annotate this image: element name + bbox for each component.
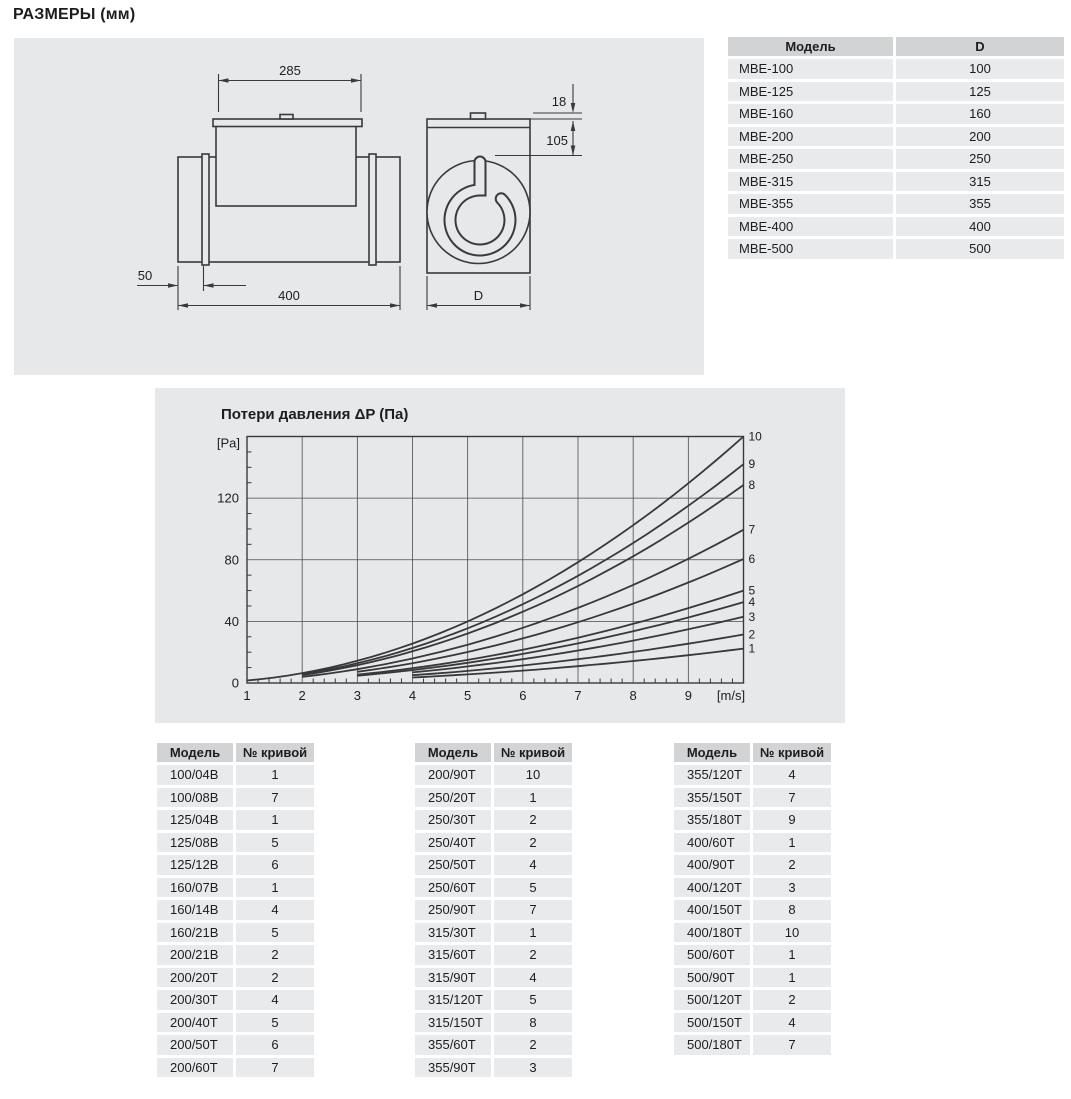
terminal-box	[216, 126, 356, 206]
table-row	[157, 855, 314, 875]
table-row	[157, 765, 314, 785]
cell: 500	[896, 239, 1064, 259]
table-row	[157, 1058, 314, 1078]
y-tick-label: 40	[224, 613, 239, 629]
table-row	[674, 810, 831, 830]
table-row	[157, 900, 314, 920]
cell: 125	[896, 82, 1064, 102]
cell: 200	[896, 127, 1064, 147]
cell: 200/40Т	[157, 1013, 233, 1033]
curve-label-2: 2	[748, 627, 756, 642]
cell: 1	[753, 945, 831, 965]
cell: 200/60Т	[157, 1058, 233, 1078]
table-row	[728, 194, 1064, 214]
table-row	[674, 990, 831, 1010]
cell: 125/04В	[157, 810, 233, 830]
table-row	[674, 923, 831, 943]
curve-table-2	[412, 740, 575, 1080]
cell: 1	[236, 765, 314, 785]
cell: МВЕ-315	[728, 172, 893, 192]
pressure-curve-10	[247, 437, 744, 681]
cell: 250/50Т	[415, 855, 491, 875]
table-row	[157, 990, 314, 1010]
cell: 5	[236, 923, 314, 943]
cell: 10	[753, 923, 831, 943]
curve-label-4: 4	[748, 595, 756, 610]
y-tick-label: 120	[217, 490, 239, 506]
cell: 500/120Т	[674, 990, 750, 1010]
table-row	[415, 810, 572, 830]
table-header-row	[728, 37, 1064, 56]
dim-label-18: 18	[551, 94, 567, 109]
table-row	[674, 968, 831, 988]
cell: 2	[494, 833, 572, 853]
table-row	[674, 900, 831, 920]
cell: 500/60Т	[674, 945, 750, 965]
table-row	[415, 833, 572, 853]
cell: 10	[494, 765, 572, 785]
cell: 400/90Т	[674, 855, 750, 875]
cell: 315/90Т	[415, 968, 491, 988]
table-row	[415, 968, 572, 988]
table-row	[415, 878, 572, 898]
cell: 200/30Т	[157, 990, 233, 1010]
table-row	[415, 788, 572, 808]
curve-label-8: 8	[748, 478, 756, 493]
table-row	[728, 104, 1064, 124]
cell: 315/60Т	[415, 945, 491, 965]
table-row	[157, 968, 314, 988]
cell: 125/12В	[157, 855, 233, 875]
table-row	[674, 833, 831, 853]
cell: 6	[236, 1035, 314, 1055]
cell: 355/180Т	[674, 810, 750, 830]
curve-label-7: 7	[748, 522, 756, 537]
model-diameter-table	[725, 34, 1067, 262]
header-cell: № кривой	[236, 743, 314, 762]
table-row	[674, 878, 831, 898]
cell: 2	[494, 1035, 572, 1055]
cell: 7	[494, 900, 572, 920]
curve-label-5: 5	[748, 583, 756, 598]
cell: 200/20Т	[157, 968, 233, 988]
cell: 200/50Т	[157, 1035, 233, 1055]
dimension-drawing	[14, 38, 704, 375]
x-tick-label: 7	[574, 688, 582, 703]
cell: 4	[753, 765, 831, 785]
curve-label-6: 6	[748, 551, 756, 566]
cell: 250/30Т	[415, 810, 491, 830]
cell: МВЕ-355	[728, 194, 893, 214]
cell: 100/08В	[157, 788, 233, 808]
table-header-row	[674, 743, 831, 762]
table-row	[728, 59, 1064, 79]
cell: 500/180Т	[674, 1035, 750, 1055]
cell: 2	[753, 855, 831, 875]
table-row	[415, 1058, 572, 1078]
y-axis-unit-label: [Pa]	[216, 435, 240, 451]
cell: 5	[236, 1013, 314, 1033]
table-row	[674, 788, 831, 808]
table-row	[157, 878, 314, 898]
cell: 4	[494, 855, 572, 875]
x-tick-label: 1	[243, 688, 251, 703]
cell: 7	[236, 1058, 314, 1078]
cell: 160/21В	[157, 923, 233, 943]
table-row	[415, 1013, 572, 1033]
x-tick-label: 4	[408, 688, 417, 703]
cell: 4	[236, 900, 314, 920]
cell: 355/60Т	[415, 1035, 491, 1055]
cell: 400/120Т	[674, 878, 750, 898]
cell: 125/08В	[157, 833, 233, 853]
cell: МВЕ-400	[728, 217, 893, 237]
header-cell: Модель	[728, 37, 893, 56]
cell: 3	[494, 1058, 572, 1078]
cell: 5	[494, 990, 572, 1010]
y-tick-label: 0	[231, 675, 239, 691]
cell: МВЕ-500	[728, 239, 893, 259]
curve-label-9: 9	[748, 457, 756, 472]
curve-label-10: 10	[748, 429, 762, 444]
chart-panel	[155, 388, 845, 723]
cell: 8	[494, 1013, 572, 1033]
cell: 9	[753, 810, 831, 830]
x-tick-label: 8	[629, 688, 637, 703]
cell: МВЕ-125	[728, 82, 893, 102]
cell: 2	[236, 945, 314, 965]
table-row	[157, 1035, 314, 1055]
cell: 315/150Т	[415, 1013, 491, 1033]
header-cell: Модель	[157, 743, 233, 762]
cell: 7	[753, 788, 831, 808]
cell: 7	[753, 1035, 831, 1055]
cell: 250/20Т	[415, 788, 491, 808]
cell: 315	[896, 172, 1064, 192]
header-cell: № кривой	[494, 743, 572, 762]
cell: 400/150Т	[674, 900, 750, 920]
dim-label-d: D	[473, 288, 484, 303]
terminal-box-lid	[213, 119, 362, 127]
cell: 1	[494, 923, 572, 943]
cell: 355	[896, 194, 1064, 214]
table-row	[157, 810, 314, 830]
table-row	[157, 945, 314, 965]
cell: МВЕ-200	[728, 127, 893, 147]
drawing-panel	[14, 38, 704, 375]
cell: 5	[494, 878, 572, 898]
cell: 200/90Т	[415, 765, 491, 785]
cell: 355/90Т	[415, 1058, 491, 1078]
cell: 1	[753, 833, 831, 853]
duct-flange-right	[369, 154, 376, 265]
front-nub	[471, 113, 486, 119]
cell: 2	[753, 990, 831, 1010]
table-row	[415, 923, 572, 943]
cell: 1	[236, 810, 314, 830]
cell: 6	[236, 855, 314, 875]
cell: 500/150Т	[674, 1013, 750, 1033]
cell: 355/150Т	[674, 788, 750, 808]
cell: 315/30Т	[415, 923, 491, 943]
x-axis-unit-label: [m/s]	[716, 688, 746, 703]
pressure-curve-4	[357, 602, 743, 676]
cell: 1	[494, 788, 572, 808]
cell: 100	[896, 59, 1064, 79]
curve-table-1	[154, 740, 317, 1080]
table-header-row	[157, 743, 314, 762]
dim-label-285: 285	[279, 63, 301, 78]
cell: 355/120Т	[674, 765, 750, 785]
y-tick-label: 80	[224, 552, 239, 568]
cell: 5	[236, 833, 314, 853]
table-row	[415, 945, 572, 965]
page-title: РАЗМЕРЫ (мм)	[13, 6, 136, 23]
cell: 7	[236, 788, 314, 808]
cell: 160/07В	[157, 878, 233, 898]
cell: 250/60Т	[415, 878, 491, 898]
table-row	[728, 82, 1064, 102]
cell: 1	[753, 968, 831, 988]
dim-label-50: 50	[137, 268, 153, 283]
table-row	[728, 239, 1064, 259]
table-row	[157, 833, 314, 853]
lid-nub	[280, 115, 293, 120]
cell: МВЕ-160	[728, 104, 893, 124]
cell: 250/90Т	[415, 900, 491, 920]
cell: 400/60Т	[674, 833, 750, 853]
cell: 8	[753, 900, 831, 920]
cell: 400/180Т	[674, 923, 750, 943]
cell: 160	[896, 104, 1064, 124]
table-row	[674, 945, 831, 965]
table-row	[728, 217, 1064, 237]
x-tick-label: 3	[353, 688, 361, 703]
table-row	[674, 765, 831, 785]
header-cell: Модель	[415, 743, 491, 762]
table-header-row	[415, 743, 572, 762]
curve-table-3	[671, 740, 834, 1058]
table-row	[157, 1013, 314, 1033]
header-cell: Модель	[674, 743, 750, 762]
pressure-loss-chart	[155, 388, 845, 723]
cell: 4	[753, 1013, 831, 1033]
x-tick-label: 6	[519, 688, 527, 703]
table-row	[674, 1013, 831, 1033]
x-tick-label: 2	[298, 688, 306, 703]
table-row	[415, 900, 572, 920]
cell: 250/40Т	[415, 833, 491, 853]
cell: 400	[896, 217, 1064, 237]
duct-flange-left	[202, 154, 209, 265]
cell: 4	[494, 968, 572, 988]
x-tick-label: 9	[684, 688, 692, 703]
header-cell: D	[896, 37, 1064, 56]
table-row	[674, 1035, 831, 1055]
cell: 2	[494, 945, 572, 965]
cell: 2	[494, 810, 572, 830]
cell: 2	[236, 968, 314, 988]
cell: 250	[896, 149, 1064, 169]
cell: 3	[753, 878, 831, 898]
table-row	[728, 172, 1064, 192]
cell: 500/90Т	[674, 968, 750, 988]
table-row	[415, 855, 572, 875]
x-tick-label: 5	[464, 688, 472, 703]
table-row	[728, 127, 1064, 147]
table-row	[415, 990, 572, 1010]
dim-label-400: 400	[278, 288, 300, 303]
curve-label-1: 1	[748, 641, 756, 656]
table-row	[157, 788, 314, 808]
curve-label-3: 3	[748, 609, 756, 624]
table-row	[728, 149, 1064, 169]
table-row	[157, 923, 314, 943]
table-row	[415, 1035, 572, 1055]
table-row	[674, 855, 831, 875]
cell: 4	[236, 990, 314, 1010]
cell: МВЕ-250	[728, 149, 893, 169]
cell: 200/21В	[157, 945, 233, 965]
cell: 160/14В	[157, 900, 233, 920]
cell: 100/04В	[157, 765, 233, 785]
cell: 315/120Т	[415, 990, 491, 1010]
table-row	[415, 765, 572, 785]
cell: МВЕ-100	[728, 59, 893, 79]
cell: 1	[236, 878, 314, 898]
chart-title: Потери давления ΔP (Па)	[221, 406, 409, 423]
dim-label-105: 105	[546, 133, 568, 148]
header-cell: № кривой	[753, 743, 831, 762]
